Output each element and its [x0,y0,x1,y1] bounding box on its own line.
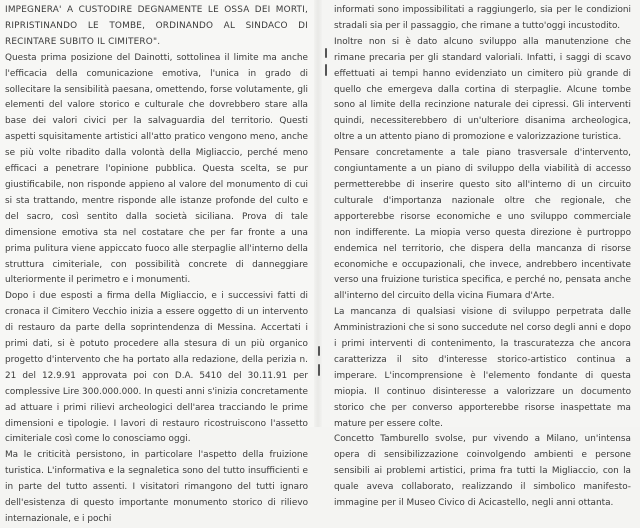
paragraph: Inoltre non si è dato alcuno sviluppo alla manutenzione che rimane precaria per gli standard valoriali. Infatti, i saggi di scavo effettuati ai tempi hanno evidenziato un cimitero più grande di quello che emergeva dalla cortina di sterpaglie. Alcune tombe sono al limite della recinzione naturale dei cipressi. Gli interventi quindi, necessiterebbero di un'ulteriore disanima archeologica, oltre a un attento piano di promozione e valorizzazione turistica. [334,36,631,143]
left-text-column [5,3,308,528]
book-gutter [314,0,322,427]
quote-paragraph: IMPEGNERA' A CUSTODIRE DEGNAMENTE LE OSSA DEI MORTI, RIPRISTINANDO LE TOMBE, ORDINANDO AL SINDACO DI RECINTARE SUBITO IL CIMITERO". [5,5,308,47]
binding-mark [325,48,327,58]
paragraph: informati sono impossibilitati a raggiungerlo, sia per le condizioni stradali sia per il passaggio, che rimane a tutto'oggi incustodito. [334,5,631,31]
right-text-column [334,3,631,512]
paragraph: Questa prima posizione del Dainotti, sottolinea il limite ma anche l'efficacia della comunicazione emotiva, l'unica in grado di sollecitare la sensibilità paesana, omettendo, forse volutamente, gli elementi del valore storico e culturale che dovrebbero stare alla base dei valori civici per la salvaguardia del territorio. Questi aspetti squisitamente artistici all'atto pratico vengono meno, anche se più volte ribadito dalla volontà della Migliaccio, perché meno efficaci a penetrare l'opinione pubblica. Questa scelta, se pur giustificabile, non risponde appieno al valore del monumento di cui si sta trattando, mentre risponde alle istanze profonde del culto e del sacro, così sentito dalla società siciliana. Prova di tale dimensione emotiva sta nel costatare che per far fronte a una prima pulitura viene appiccato fuoco alle sterpaglie all'interno della struttura cimiteriale, con possibilità concrete di danneggiare ulteriormente il perimetro e i monumenti. [5,52,308,286]
binding-mark [318,364,320,376]
paragraph: Concetto Tamburello svolse, pur vivendo a Milano, un'intensa opera di sensibilizzazione coinvolgendo ambienti e persone sensibili ai problemi artistici, prima fra tutti la Migliaccio, con la quale aveva collaborato, realizzando il simbolico manifesto-immagine per il Museo Civico di Acicastello, negli anni ottanta. [334,434,631,509]
paragraph: Ma le criticità persistono, in particolare l'aspetto della fruizione turistica. L'informativa e la segnaletica sono del tutto insufficienti e in parte del tutto assenti. I visitatori rimangono del tutti ignaro dell'esistenza di questo importante monumento storico di rilievo internazionale, e i pochi [5,450,308,524]
binding-mark [318,346,320,356]
paragraph: Dopo i due esposti a firma della Migliaccio, e i successivi fatti di cronaca il Cimitero Vecchio inizia a essere oggetto di un intervento di restauro da parte della soprintendenza di Messina. Accertati i primi dati, si è potuto procedere alla stesura di un più organico progetto d'intervento che ha portato alla redazione, della perizia n. 21 del 12.9.91 approvata poi con D.A. 5410 del 30.11.91 per complessive Lire 300.000.000. In questi anni s'inizia concretamente ad attuare i primi rilievi archeologici dell'area tracciando le prime dimensioni e tipologie. I lavori di restauro ricostruiscono l'assetto cimiteriale così come lo conosciamo oggi. [5,291,308,445]
paragraph: La mancanza di qualsiasi visione di sviluppo perpetrata dalle Amministrazioni che si sono succedute nel corso degli anni e dopo i primi interventi di contenimento, la trascuratezza che ancora caratterizza il sito d'interesse storico-artistico continua a imperare. L'incomprensione è l'elemento fondante di questa miopia. Il continuo disinteresse a valorizzare un documento storico che per converso apporterebbe risorse inaspettate ma mature per essere colte. [334,307,631,429]
paragraph: Pensare concretamente a tale piano trasversale d'intervento, congiuntamente a un piano di sviluppo della viabilità di accesso permetterebbe di inserire questo sito all'interno di un circuito culturale d'importanza nazionale oltre che regionale, che apporterebbe risorse economiche e uno sviluppo commerciale non indifferente. La miopia verso questa direzione è purtroppo endemica nel territorio, che dispera della mancanza di risorse economiche e occupazionali, che invece, andrebbero incentivate verso una fruizione turistica specifica, e perché no, pensata anche all'interno del circuito della vicina Fiumara d'Arte. [334,148,631,302]
binding-mark [325,64,327,76]
